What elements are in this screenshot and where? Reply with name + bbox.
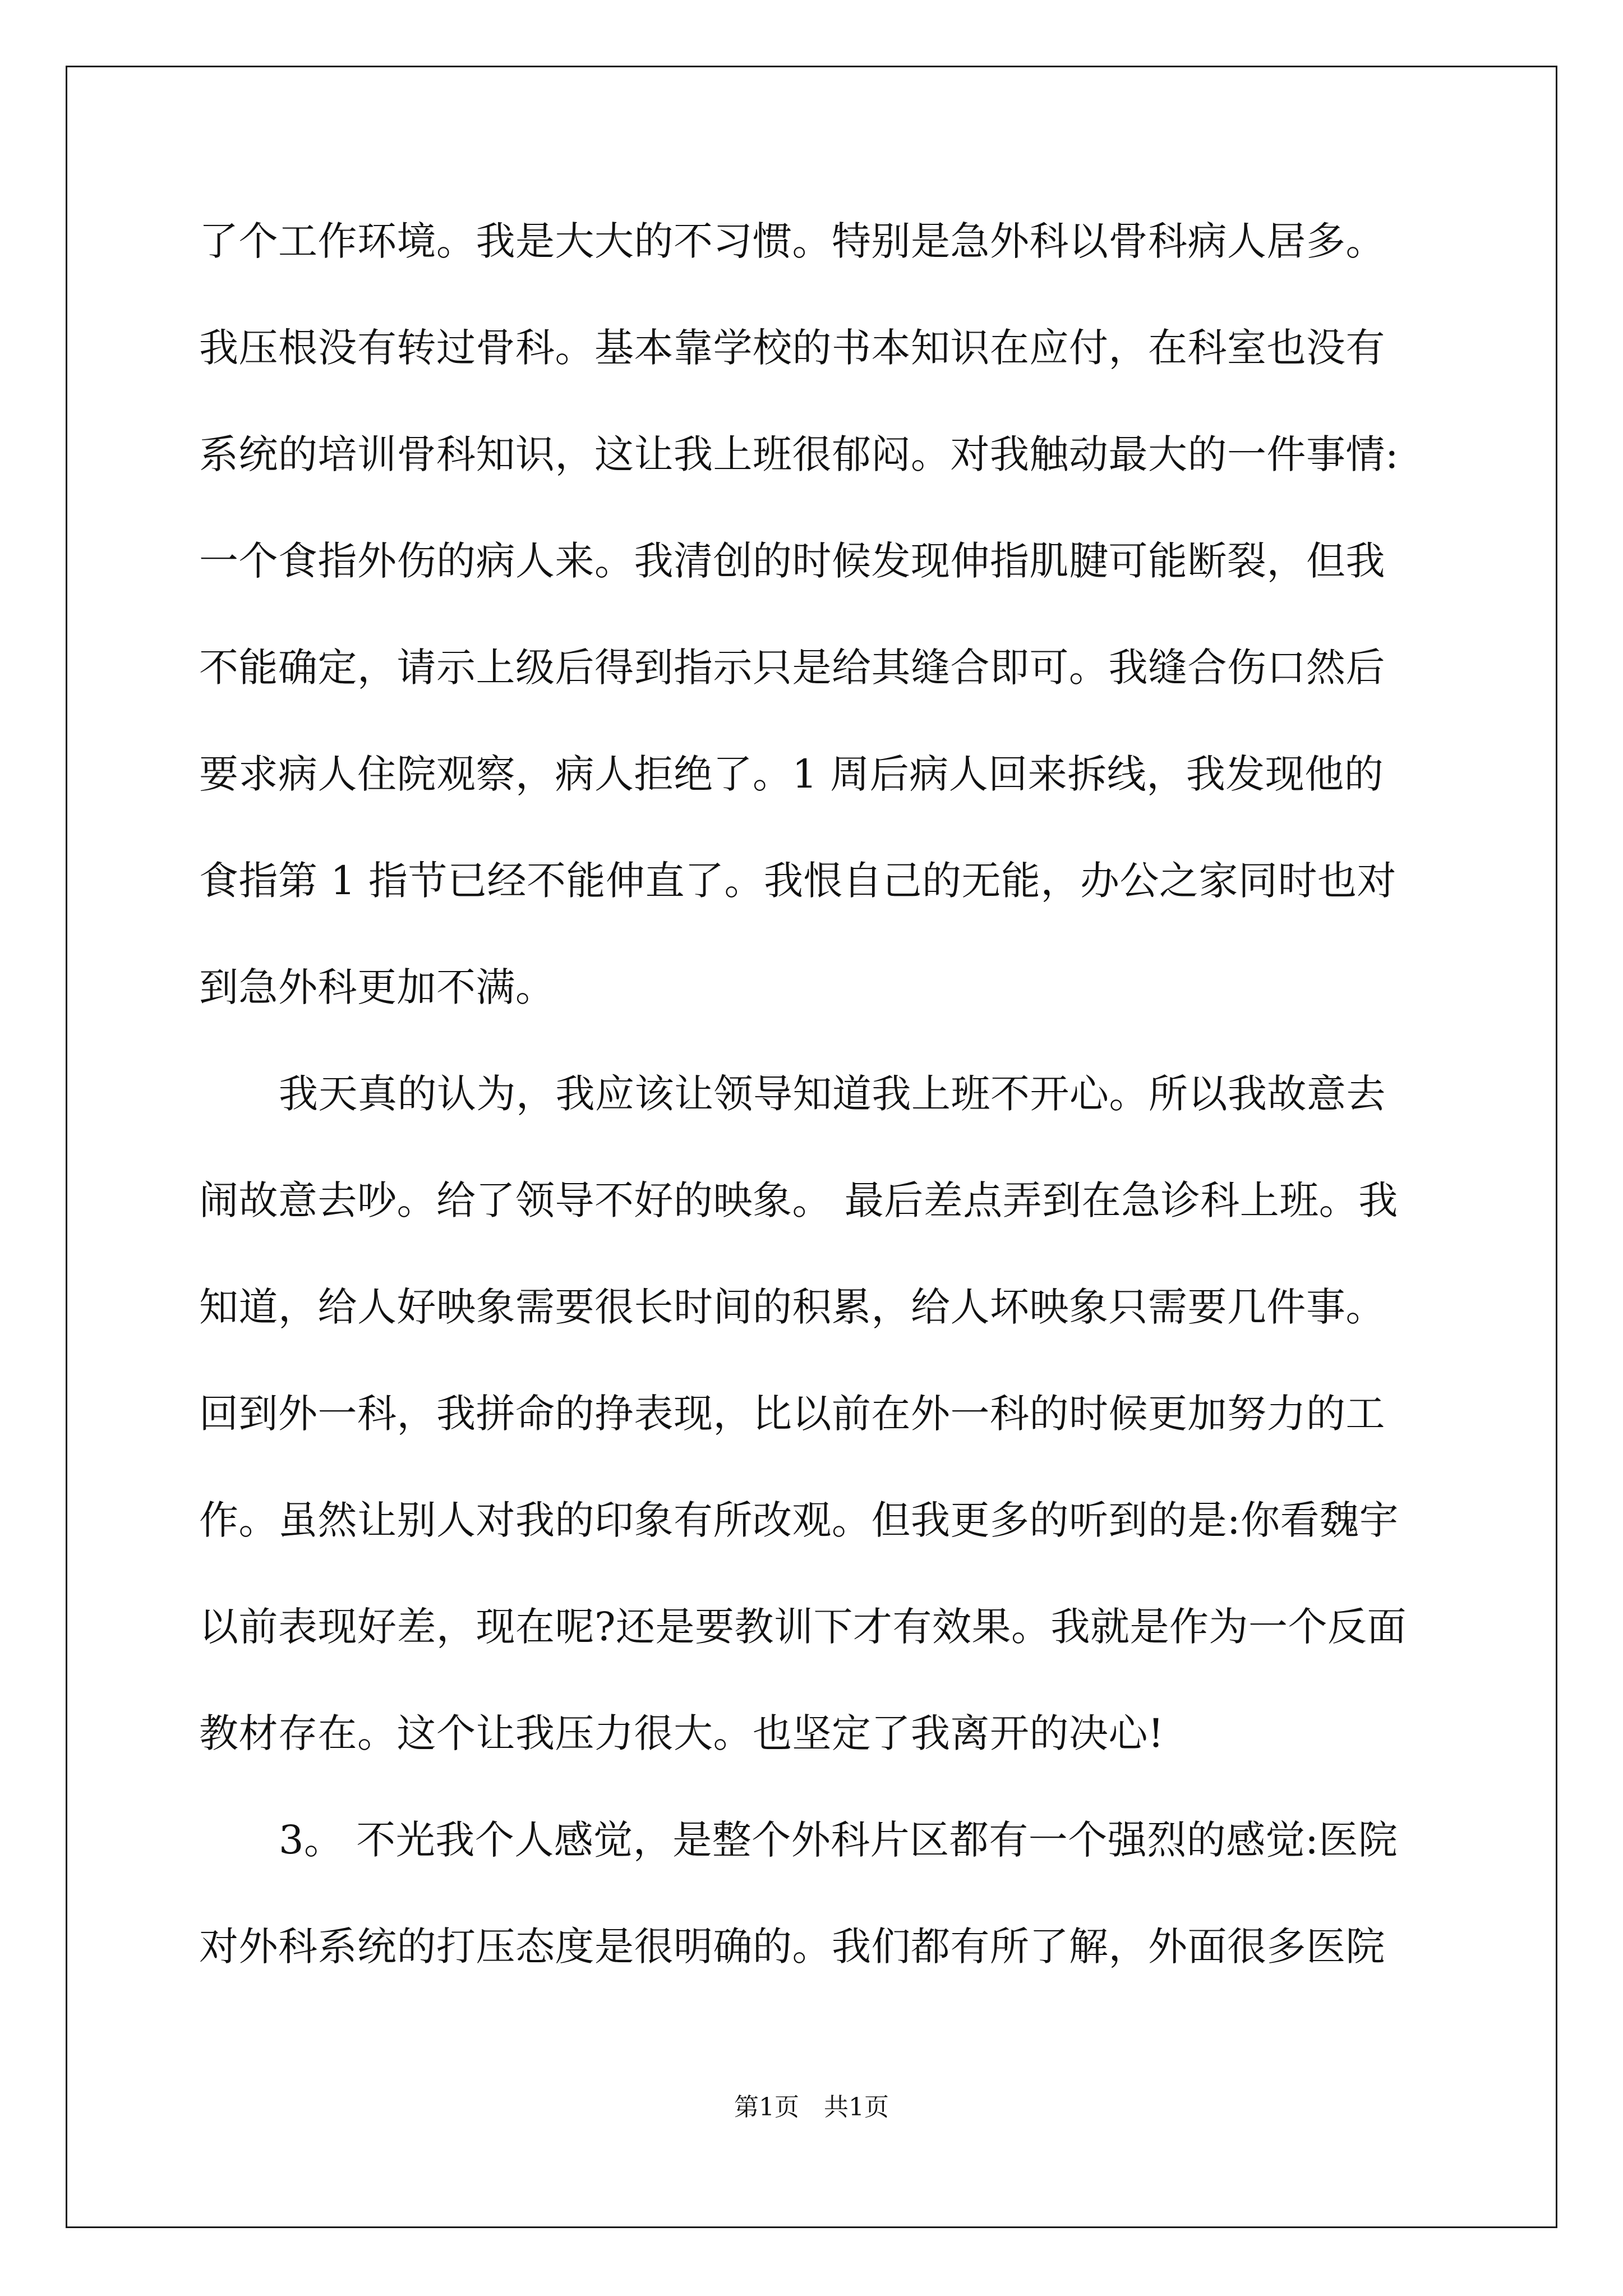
text-line: 不能确定，请示上级后得到指示只是给其缝合即可。我缝合伤口然后: [199, 645, 1385, 691]
text-line: 教材存在。这个让我压力很大。也坚定了我离开的决心!: [199, 1710, 1164, 1756]
text-line: 闹故意去吵。给了领导不好的映象。 最后差点弄到在急诊科上班。我: [199, 1177, 1398, 1223]
text-line: 以前表现好差，现在呢?还是要教训下才有效果。我就是作为一个反面: [199, 1604, 1407, 1650]
text-line: 了个工作环境。我是大大的不习惯。特别是急外科以骨科病人居多。: [199, 218, 1385, 264]
text-line: 系统的培训骨科知识，这让我上班很郁闷。对我触动最大的一件事情:: [199, 431, 1399, 477]
text-line: 一个食指外伤的病人来。我清创的时候发现伸指肌腱可能断裂，但我: [199, 538, 1385, 584]
text-line: 食指第 1 指节已经不能伸直了。我恨自己的无能，办公之家同时也对: [199, 858, 1397, 904]
text-line: 知道，给人好映象需要很长时间的积累，给人坏映象只需要几件事。: [199, 1284, 1385, 1330]
text-line: 对外科系统的打压态度是很明确的。我们都有所了解，外面很多医院: [199, 1924, 1385, 1970]
text-line: 作。虽然让别人对我的印象有所改观。但我更多的听到的是:你看魏宇: [199, 1497, 1399, 1543]
page-footer: 第1页 共1页: [734, 2093, 889, 2122]
text-line: 我压根没有转过骨科。基本靠学校的书本知识在应付，在科室也没有: [199, 325, 1385, 371]
paragraph-first-line: 我天真的认为，我应该让领导知道我上班不开心。所以我故意去: [279, 1071, 1386, 1117]
text-line: 要求病人住院观察，病人拒绝了。1 周后病人回来拆线，我发现他的: [199, 751, 1384, 797]
text-line: 到急外科更加不满。: [199, 964, 555, 1010]
paragraph-first-line: 3。 不光我个人感觉，是整个外科片区都有一个强烈的感觉:医院: [279, 1817, 1398, 1863]
text-line: 回到外一科，我拼命的挣表现，比以前在外一科的时候更加努力的工: [199, 1391, 1385, 1437]
document-body: [199, 188, 1433, 2000]
